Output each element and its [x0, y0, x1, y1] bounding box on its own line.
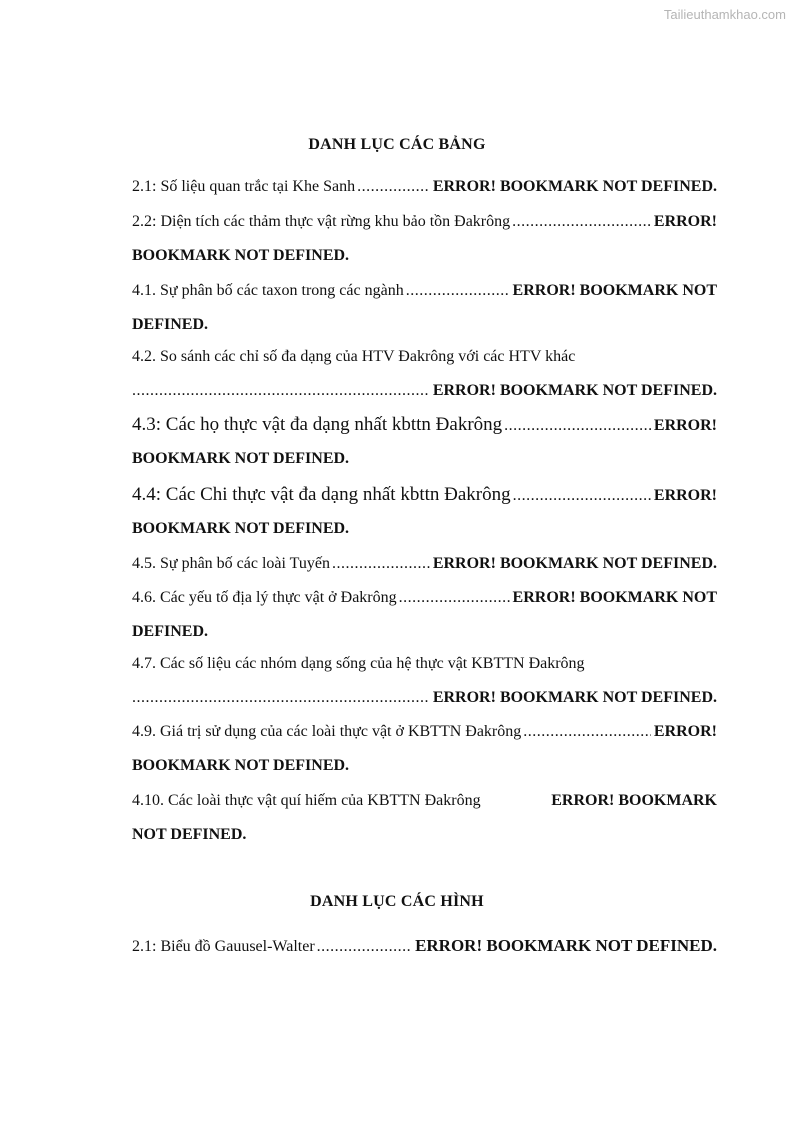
toc-entry-4-4[interactable]: [132, 478, 717, 546]
toc-entry-4-3[interactable]: [132, 408, 717, 476]
error-text-continued: DEFINED.: [132, 623, 209, 640]
error-text: ERROR! BOOKMARK NOT DEFINED.: [432, 382, 717, 399]
entry-label: 2.1: Biểu đồ Gauusel-Walter: [132, 938, 315, 955]
toc-entry-4-10[interactable]: [132, 784, 717, 852]
toc-entry-4-6[interactable]: [132, 581, 717, 649]
entry-label: 4.3: Các họ thực vật đa dạng nhất kbttn Đakrông: [132, 414, 503, 435]
error-text: ERROR!: [653, 487, 717, 504]
error-text: ERROR! BOOKMARK NOT: [512, 282, 717, 299]
dot-leader: [399, 581, 510, 615]
error-text: ERROR!: [653, 417, 717, 434]
entry-label: 2.2: Diện tích các thảm thực vật rừng khu bảo tồn Đakrông: [132, 213, 511, 230]
toc-entry-4-9[interactable]: [132, 715, 717, 783]
entry-label: 4.4: Các Chi thực vật đa dạng nhất kbttn Đakrông: [132, 484, 511, 505]
error-text: ERROR!: [653, 213, 717, 230]
toc-entry-4-5[interactable]: [132, 547, 717, 581]
error-text-continued: BOOKMARK NOT DEFINED.: [132, 757, 350, 774]
watermark: Tailieuthamkhao.com: [663, 7, 786, 22]
error-text-continued: BOOKMARK NOT DEFINED.: [132, 520, 350, 537]
error-text: ERROR! BOOKMARK NOT DEFINED.: [432, 178, 717, 195]
dot-leader: [523, 715, 651, 749]
entry-label: 4.9. Giá trị sử dụng của các loài thực vật ở KBTTN Đakrông: [132, 723, 522, 740]
dot-leader: [512, 205, 651, 239]
entry-label: 4.1. Sự phân bố các taxon trong các ngành: [132, 282, 404, 299]
entry-label: 4.5. Sự phân bố các loài Tuyến: [132, 555, 330, 572]
error-text: ERROR! BOOKMARK NOT: [512, 589, 717, 606]
error-text: ERROR! BOOKMARK: [551, 792, 717, 809]
dot-leader: [513, 479, 651, 513]
error-text-continued: BOOKMARK NOT DEFINED.: [132, 450, 350, 467]
error-text: ERROR!: [653, 723, 717, 740]
error-text-continued: DEFINED.: [132, 316, 209, 333]
figures-heading: DANH LỤC CÁC HÌNH: [310, 893, 484, 910]
error-text-continued: BOOKMARK NOT DEFINED.: [132, 247, 350, 264]
toc-entry-2-2[interactable]: [132, 205, 717, 273]
entry-label: 4.7. Các số liệu các nhóm dạng sống của hệ thực vật KBTTN Đakrông: [132, 655, 585, 672]
dot-leader: [406, 274, 510, 308]
error-text: ERROR! BOOKMARK NOT DEFINED.: [415, 936, 717, 955]
dot-leader: [317, 930, 412, 964]
toc-entry-4-2[interactable]: [132, 340, 717, 408]
dot-leader: [504, 409, 651, 443]
toc-entry-4-1[interactable]: [132, 274, 717, 342]
toc-entry-figure-2-1[interactable]: [132, 929, 717, 963]
error-text: ERROR! BOOKMARK NOT DEFINED.: [432, 689, 717, 706]
entry-label: 4.10. Các loài thực vật quí hiếm của KBTTN Đakrông: [132, 792, 481, 809]
error-text: ERROR! BOOKMARK NOT DEFINED.: [432, 555, 717, 572]
entry-label: 4.2. So sánh các chỉ số đa dạng của HTV Đakrông với các HTV khác: [132, 348, 576, 365]
dot-leader: [132, 374, 430, 408]
tables-heading: DANH LỤC CÁC BẢNG: [308, 136, 486, 153]
dot-leader: [132, 681, 430, 715]
dot-leader: [332, 547, 430, 581]
dot-leader: [357, 170, 430, 204]
error-text-continued: NOT DEFINED.: [132, 826, 247, 843]
entry-label: 4.6. Các yếu tố địa lý thực vật ở Đakrông: [132, 589, 397, 606]
toc-entry-2-1[interactable]: [132, 170, 717, 204]
entry-label: 2.1: Số liệu quan trắc tại Khe Sanh: [132, 178, 356, 195]
toc-entry-4-7[interactable]: [132, 647, 717, 715]
